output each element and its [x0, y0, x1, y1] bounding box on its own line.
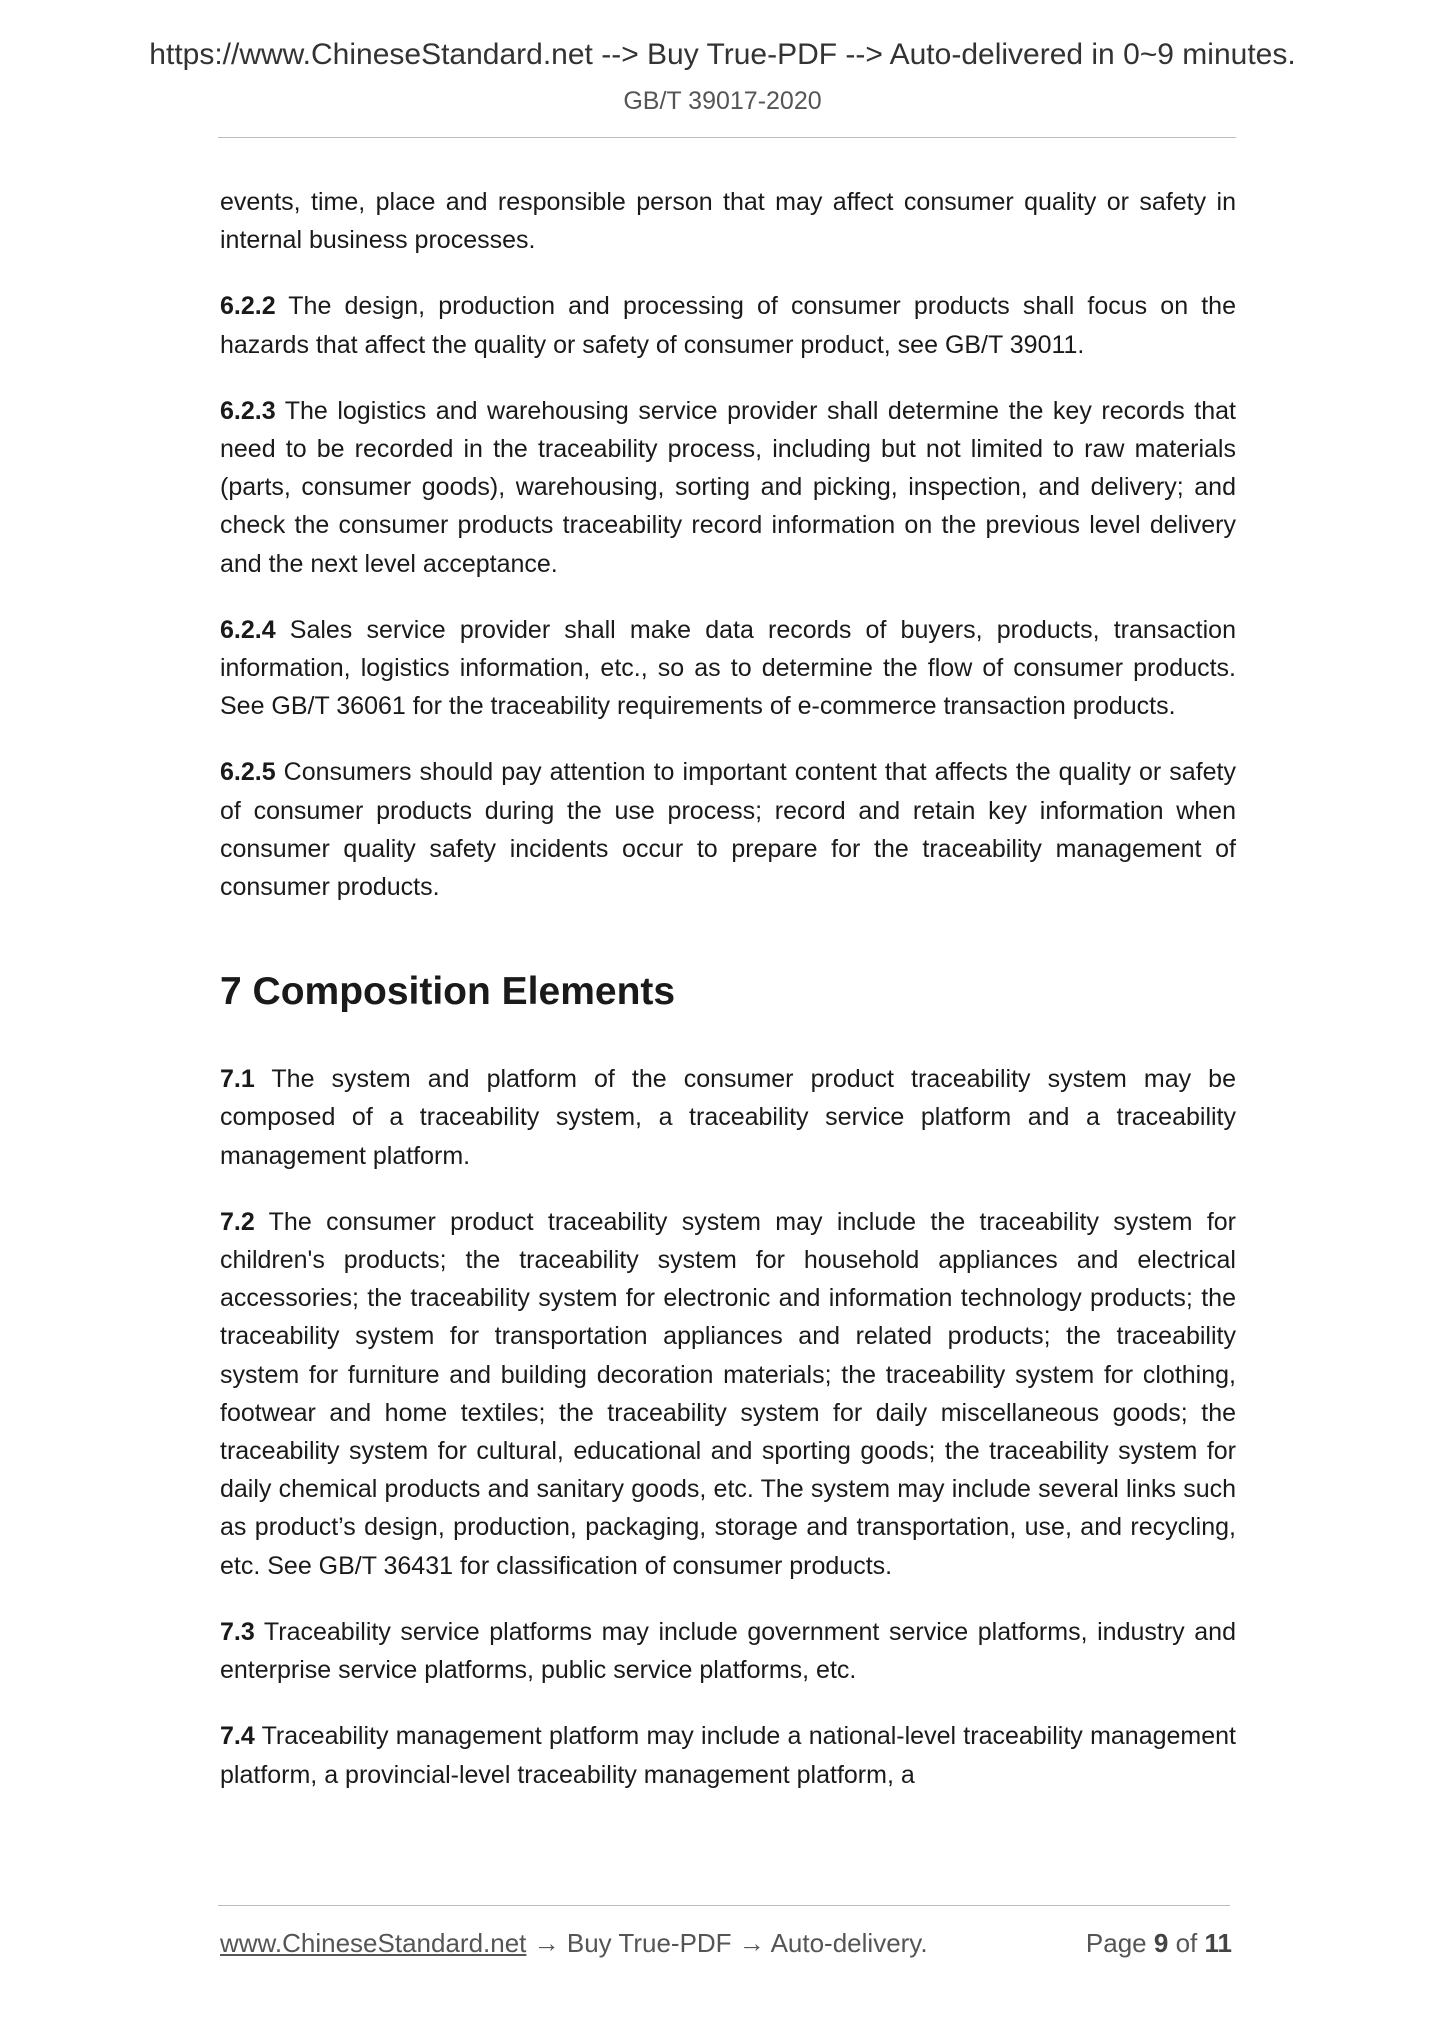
site-link[interactable]: www.ChineseStandard.net — [220, 1928, 527, 1958]
clause-number: 7.4 — [220, 1722, 255, 1751]
clause-number: 7.2 — [220, 1207, 255, 1236]
clause-number: 7.1 — [220, 1065, 255, 1094]
clause-number: 6.2.3 — [220, 396, 276, 425]
clause-6-2-5: 6.2.5 Consumers should pay attention to important content that affects the quality or safety of consumer products during the use process; record and retain key information when consumer quality safety incidents occur to prepare for the traceability management of consumer products. — [220, 758, 1236, 902]
clause-number: 6.2.5 — [220, 758, 276, 787]
document-code: GB/T 39017-2020 — [623, 87, 822, 115]
clause-7-4: 7.4 Traceability management platform may include a national-level traceability management platform, a provincial-level traceability management platform, a — [220, 1722, 1236, 1789]
page-number: Page 9 of 11 — [1085, 1928, 1232, 1958]
header-divider — [218, 137, 1236, 138]
source-banner: https://www.ChineseStandard.net --> Buy True-PDF --> Auto-delivered in 0~9 minutes. — [149, 38, 1296, 71]
footer-divider — [218, 1905, 1230, 1906]
clause-6-2-3: 6.2.3 The logistics and warehousing service provider shall determine the key records that need to be recorded in the traceability process, including but not limited to raw materials (parts, consumer goods), warehousing, sorting and picking, inspection, and delivery; and check the consumer products traceability record information on the previous level delivery and the next level acceptance. — [220, 396, 1236, 578]
page-content — [220, 183, 1236, 1822]
footer-link-text: → Buy True-PDF → Auto-delivery. — [526, 1928, 928, 1958]
total-pages: 11 — [1204, 1928, 1232, 1958]
clause-6-2-2: 6.2.2 The design, production and processing of consumer products shall focus on the hazards that affect the quality or safety of consumer product, see GB/T 39011. — [220, 292, 1236, 359]
clause-number: 6.2.4 — [220, 615, 276, 644]
current-page: 9 — [1153, 1928, 1169, 1958]
footer-links — [220, 1928, 928, 1959]
clause-6-2-4: 6.2.4 Sales service provider shall make data records of buyers, products, transaction information, logistics information, etc., so as to determine the flow of consumer products. See GB/T 36061 for the traceability requirements of e-commerce transaction products. — [220, 615, 1236, 721]
page-footer — [220, 1928, 1232, 1964]
clause-number: 6.2.2 — [220, 292, 276, 321]
paragraph-continuation: events, time, place and responsible person that may affect consumer quality or safety in internal business processes. — [220, 188, 1236, 255]
section-heading: 7 Composition Elements — [220, 970, 676, 1014]
clause-number: 7.3 — [220, 1617, 255, 1646]
clause-7-3: 7.3 Traceability service platforms may include government service platforms, industry and enterprise service platforms, public service platforms, etc. — [220, 1617, 1236, 1685]
clause-7-1: 7.1 The system and platform of the consumer product traceability system may be composed of a traceability system, a traceability service platform and a traceability management platform. — [220, 1065, 1236, 1170]
clause-7-2: 7.2 The consumer product traceability system may include the traceability system for children's products; the traceability system for household appliances and electrical accessories; the traceability system for electronic and information technology products; the traceability system for transportation appliances and related products; the traceability system for furniture and building decoration materials; the traceability system for clothing, footwear and home textiles; the traceability system for daily miscellaneous goods; the traceability system for cultural, educational and sporting goods; the traceability system for daily chemical products and sanitary goods, etc. The system may include several links such as product’s design, production, packaging, storage and transportation, use, and recycling, etc. See GB/T 36431 for classification of consumer products. — [220, 1207, 1236, 1580]
